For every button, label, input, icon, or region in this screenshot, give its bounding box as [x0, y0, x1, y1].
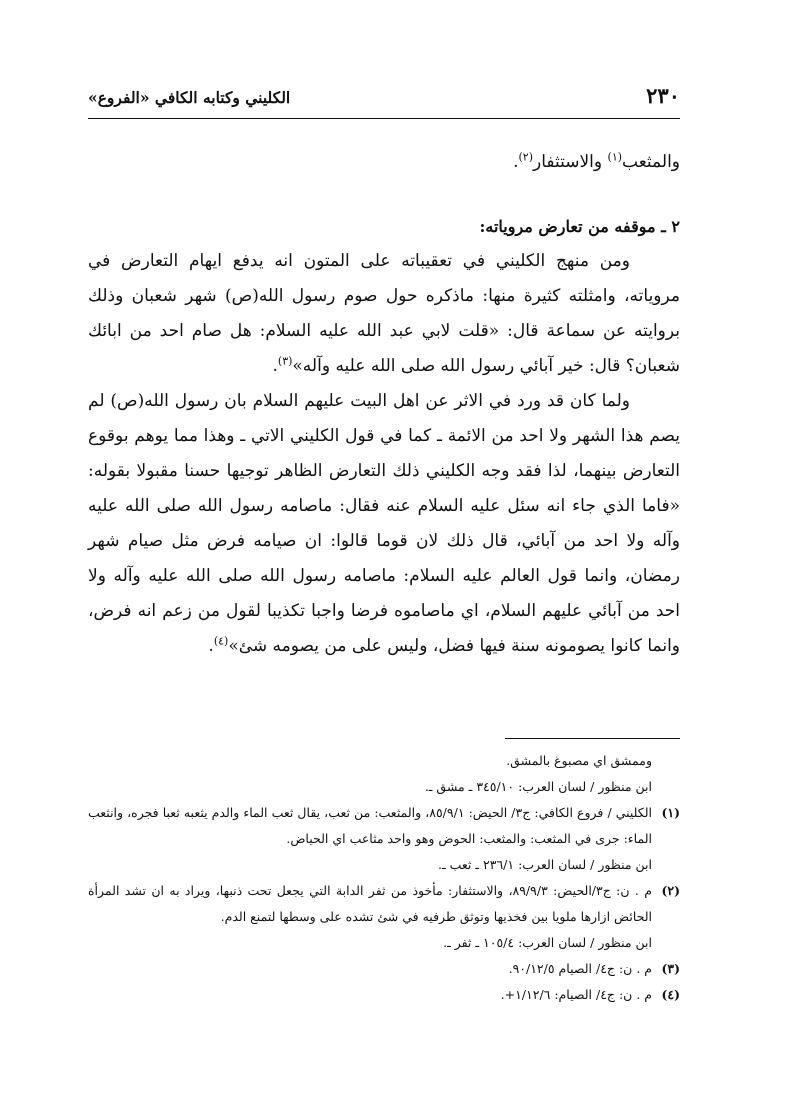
footnote-4: [88, 982, 680, 1008]
footnote-ref-2[interactable]: (٢): [518, 150, 533, 164]
footnote-continuation: وممشق اي مصبوغ بالمشق.: [506, 753, 652, 768]
footnote-reference: ابن منظور / لسان العرب: ١٠٥/٤ ـ ثفر ـ.: [443, 935, 652, 950]
footnote-3: [88, 956, 680, 982]
footnote-text: الكليني / فروع الكافي: ج٣/ الحيض: ٨٥/٩/١، والمثعب: من ثعب، يقال ثعب الماء والدم يثعبه ثعبا فجره، وانثعب الماء: جرى في المثعب: والمثعب: الحوض وهو واحد مثاعب اي الحياض.: [88, 805, 652, 846]
footnote-reference: ابن منظور / لسان العرب: ٢٣٦/١ ـ ثعب ـ.: [438, 857, 652, 872]
page-header: [88, 83, 680, 108]
footnote-ref-4[interactable]: (٤): [213, 634, 229, 648]
running-title: الكليني وكتابه الكافي «الفروع»: [88, 88, 291, 107]
footnote-text: م . ن: ج٤/ الصيام ٩٠/١٢/٥.: [508, 961, 652, 976]
footnote-2: [88, 878, 680, 956]
footnote-number: (٣): [661, 961, 680, 976]
footnote-divider: [505, 738, 680, 739]
paragraph-2: ولما كان قد ورد في الاثر عن اهل البيت عليهم السلام بان رسول الله(ص) لم يصم هذا الشهر ولا احد من الائمة ـ كما في قول الكليني الاتي ـ وهذا مما يوهم بوقوع التعارض بينهما، لذا فقد وجه الكليني ذلك التعارض الظاهر توجيها حسنا مقبولا بقوله: «فاما الذي جاء انه سئل عليه السلام عنه فقال: ماصامه رسول الله صلى الله عليه وآله ولا احد من آبائي، قال ذلك لان قوما قالوا: ان صيامه فرض مثل صيام شهر رمضان، وانما قول العالم عليه السلام: ماصامه رسول الله صلى الله عليه وآله ولا احد من آبائي عليهم السلام، اي ماصاموه فرضا واجبا تكذيبا لقول من زعم انه فرض، وانما كانوا يصومونه سنة فيها فضل، وليس على من يصومه شئ»$^{(٤)}$.: [88, 391, 680, 656]
page-number: ٢٣٠: [646, 83, 680, 108]
footnote-number: (١): [661, 805, 680, 820]
footnote-number: (٢): [661, 883, 680, 898]
footnote-ref-3[interactable]: (٣): [277, 354, 293, 368]
header-divider: [88, 118, 680, 119]
continuation-line: والمثعب$^{(١)}$ والاستثفار$^{(٢)}$.: [513, 150, 680, 172]
footnote-text: م . ن: ج٤/ الصيام: ١/١٢/٦+.: [500, 987, 652, 1002]
footnote-number: (٤): [661, 987, 680, 1002]
footnotes: [88, 748, 680, 1008]
section-heading: ٢ ـ موقفه من تعارض مروياته:: [479, 217, 680, 236]
footnote-continuation-ref: ابن منظور / لسان العرب: ٣٤٥/١٠ ـ مشق ـ.: [424, 779, 652, 794]
footnote-ref-1[interactable]: (١): [607, 150, 623, 164]
footnote-text: م . ن: ج٣/الحيض: ٨٩/٩/٣، والاستثفار: مأخوذ من ثفر الدابة التي يجعل تحت ذنبها، ويراد به ان تشد المرأة الحائض ازارها ملويا بين فخذيها وتوثق طرفيه في شئ تشده على وسطها لتمنع الدم.: [88, 883, 652, 924]
main-text: [88, 145, 680, 664]
paragraph-1: ومن منهج الكليني في تعقيباته على المتون انه يدفع ايهام التعارض في مروياته، وامثلته كثيرة منها: ماذكره حول صوم رسول الله(ص) شهر شعبان وذلك بروايته عن سماعة قال: «قلت لابي عبد الله عليه السلام: هل صام احد من ابائك شعبان؟ قال: خير آبائي رسول الله صلى الله عليه وآله»$^{(٣)}$.: [88, 251, 680, 376]
footnote-1: [88, 800, 680, 878]
